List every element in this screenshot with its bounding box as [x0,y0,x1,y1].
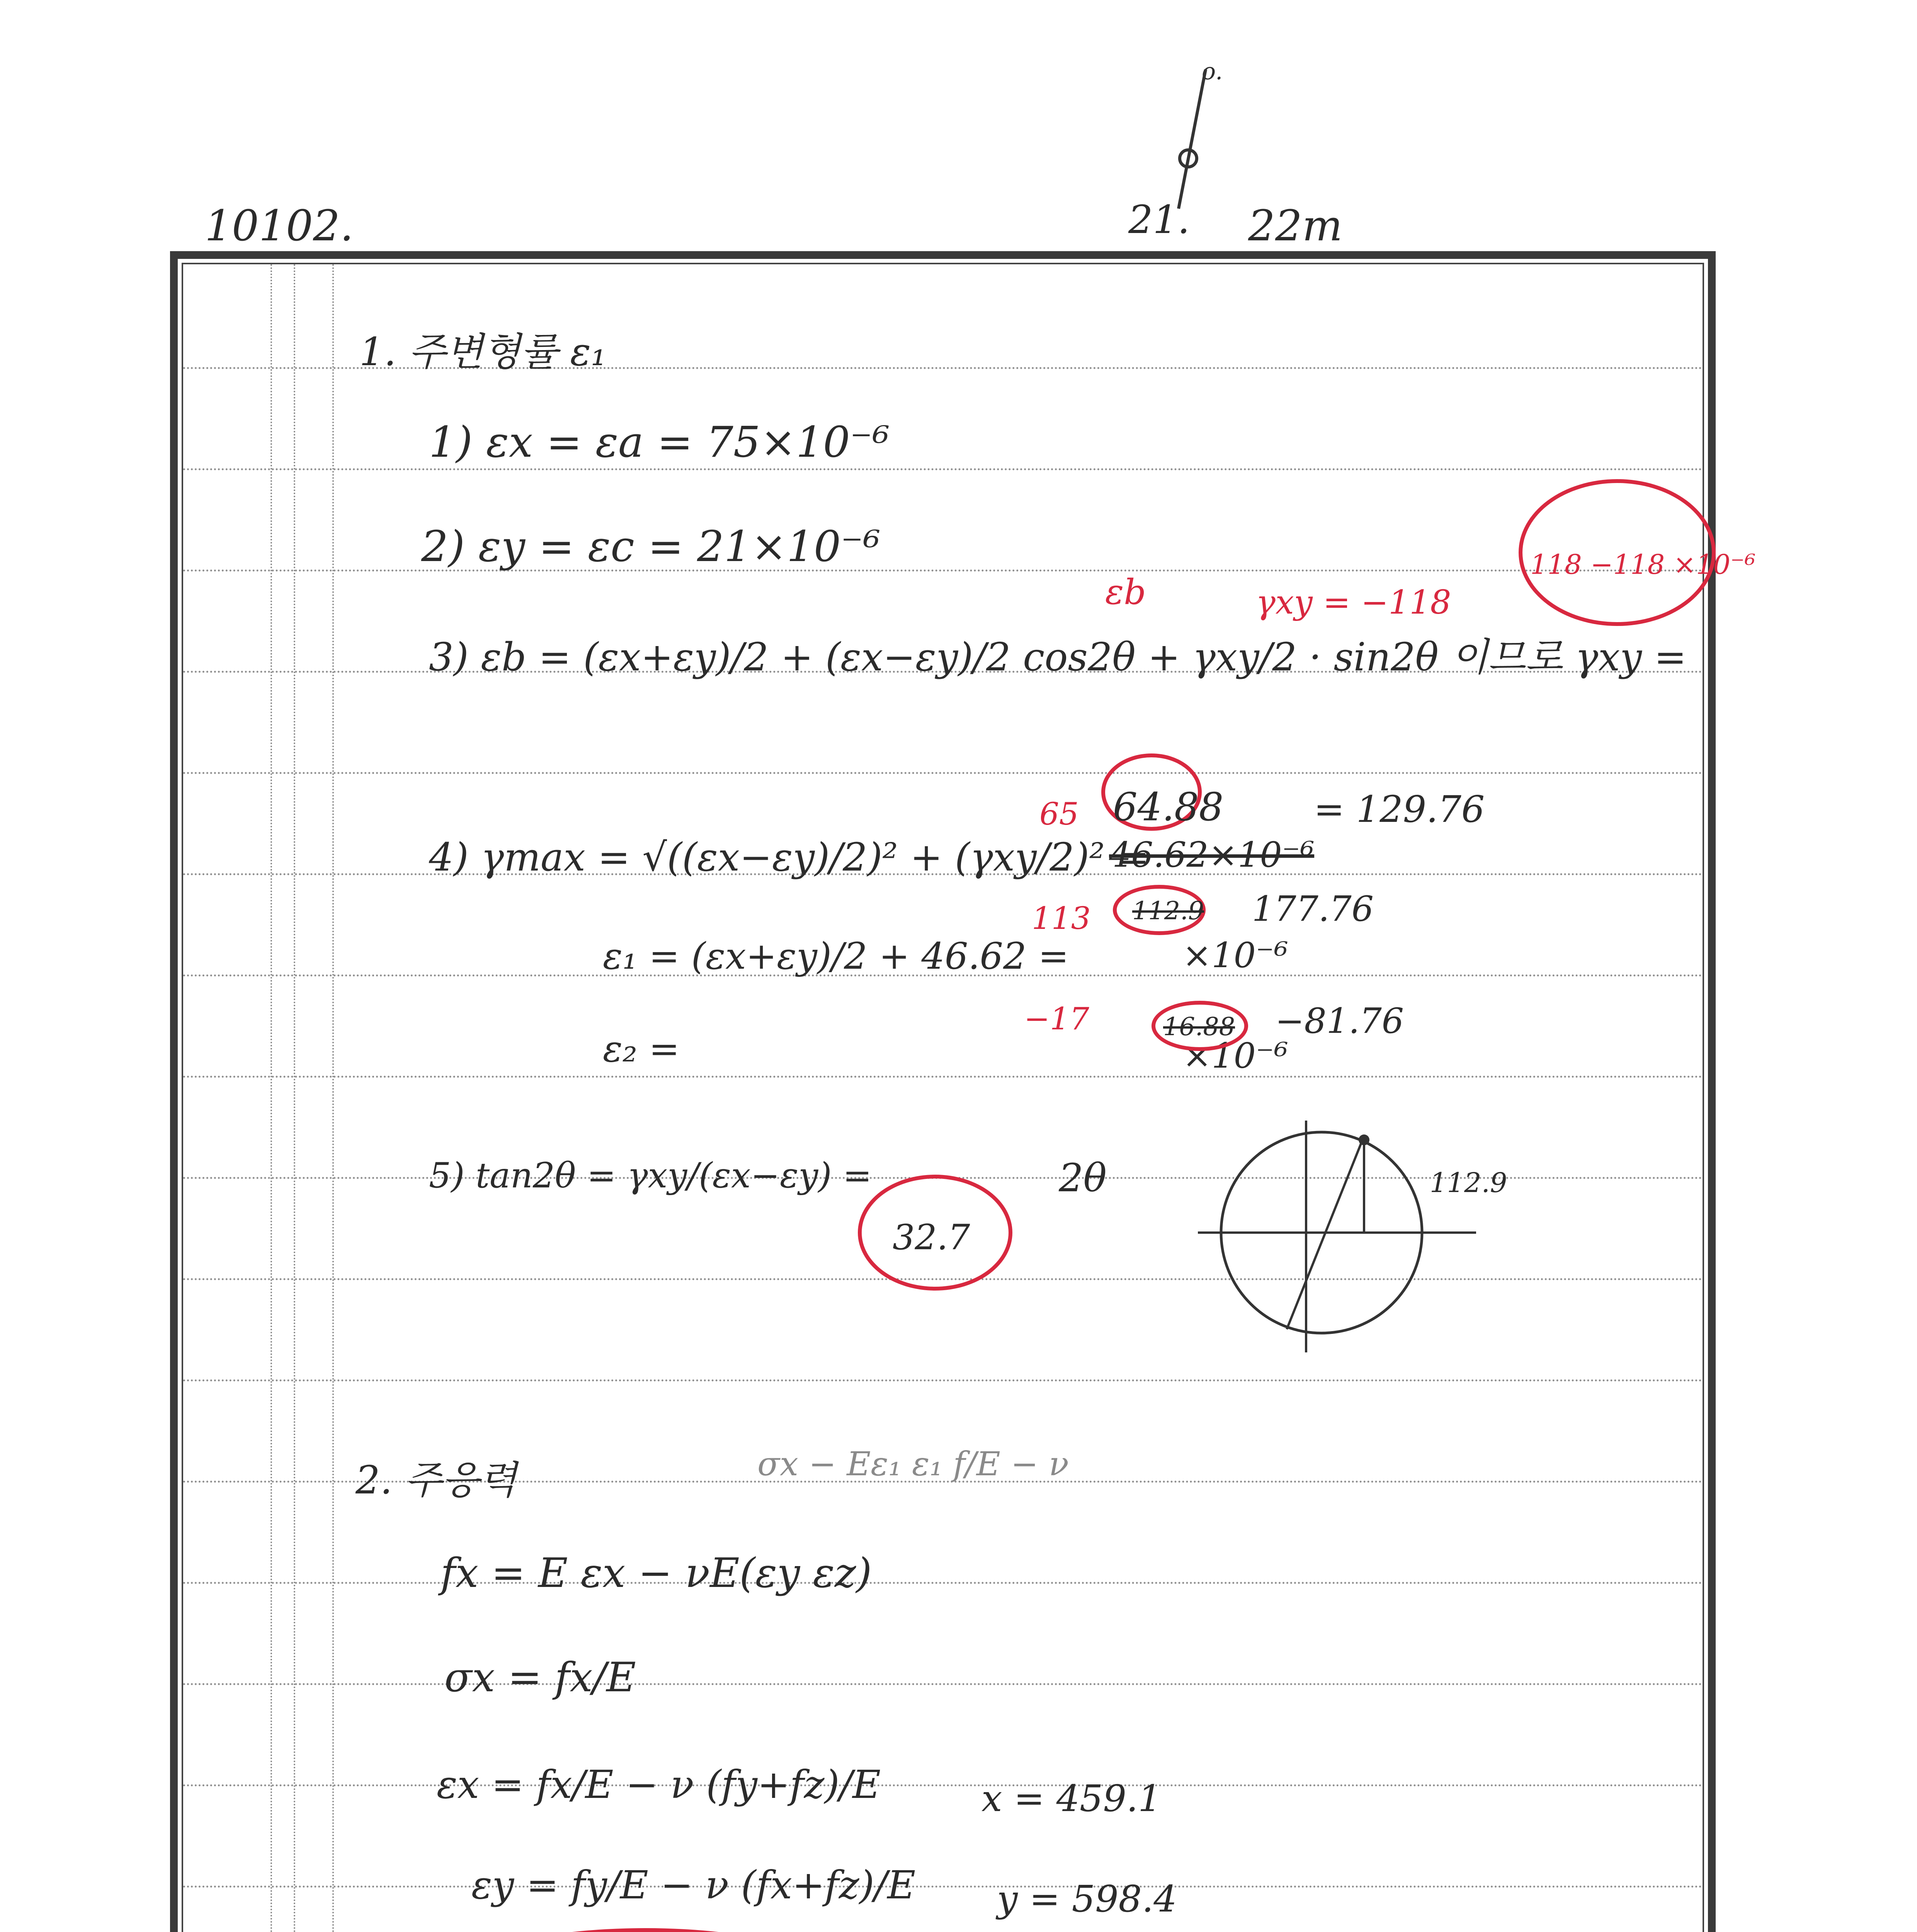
red-113: 113 [1032,900,1091,936]
ruled-line [183,772,1703,774]
s1-line5: 5) tan2θ = γxy/(εx−εy) = [429,1155,872,1196]
note-number: 21. [1128,197,1190,242]
ruled-line [183,1784,1703,1786]
red-65: 65 [1039,796,1079,832]
ruled-line [183,1683,1703,1685]
margin-line [294,264,295,1932]
s2-ex-line: εx = fx/E − ν (fy+fz)/E [437,1762,881,1807]
s1-line4-eps2: ε₂ = [603,1028,680,1070]
s1-line3: 3) εb = (εx+εy)/2 + (εx−εy)/2 cos2θ + γxy/2 · sin2θ 이므로 γxy = [429,634,1687,680]
red-ring-low-value: 16.88 [1163,1012,1235,1041]
ruled-line [183,1886,1703,1888]
red-ring-mid-value: 112.9 [1132,896,1204,925]
s1-line2: 2) εy = εc = 21×10⁻⁶ [421,522,881,571]
section1-title: 1. 주변형률 ε₁ [359,329,607,374]
ruled-line [183,468,1703,470]
mohr-circle-sketch [1159,1090,1507,1360]
ruled-line [183,1582,1703,1584]
top-mark: o. [1202,58,1223,85]
ruled-line [183,1076,1703,1078]
s2-ey-line: εy = fy/E − ν (fx+fz)/E [471,1862,916,1908]
ruled-line [183,1379,1703,1381]
red-angle: 32.7 [893,1217,970,1258]
val-eps1: ×10⁻⁶ [1182,935,1288,976]
val-gmax-result: = 129.76 [1314,788,1485,831]
circle-label: 112.9 [1430,1167,1507,1199]
val-gmax: 46.62×10⁻⁶ [1109,835,1315,875]
s2-sx-line: σx = fx/E [444,1654,636,1701]
s1-line5-theta: 2θ [1059,1155,1107,1201]
s1-line1: 1) εx = εa = 75×10⁻⁶ [429,417,890,467]
val-eps1-result: 177.76 [1252,889,1374,929]
red-side-values: 118 −118 ×10⁻⁶ [1530,549,1756,580]
margin-line [332,264,334,1932]
val-eps2: ×10⁻⁶ [1182,1036,1288,1076]
val-eps2-result: −81.76 [1275,1001,1404,1041]
red-gamma-xy: γxy = −118 [1256,583,1451,622]
section2-title: 2. 주응력 [356,1458,517,1503]
red-neg17: −17 [1024,1001,1089,1037]
s2-fx-line: fx = E εx − νE(εy εz) [441,1549,872,1597]
margin-line [270,264,272,1932]
doc-number: 10102. [205,201,354,250]
red-64: 64.88 [1113,784,1224,830]
s1-line4-eps1: ε₁ = (εx+εy)/2 + 46.62 = [603,935,1069,978]
s2-y-val: y = 598.4 [997,1878,1177,1920]
s2-x-val: x = 459.1 [981,1777,1162,1820]
s2-side-note: σx − Eε₁ ε₁ f/E − ν [757,1445,1069,1483]
ruled-line [183,570,1703,571]
s1-line4-gamma: 4) γmax = √((εx−εy)/2)² + (γxy/2)² = [429,835,1150,880]
note-length: 22m [1248,201,1343,250]
red-eps-b: εb [1105,572,1146,612]
